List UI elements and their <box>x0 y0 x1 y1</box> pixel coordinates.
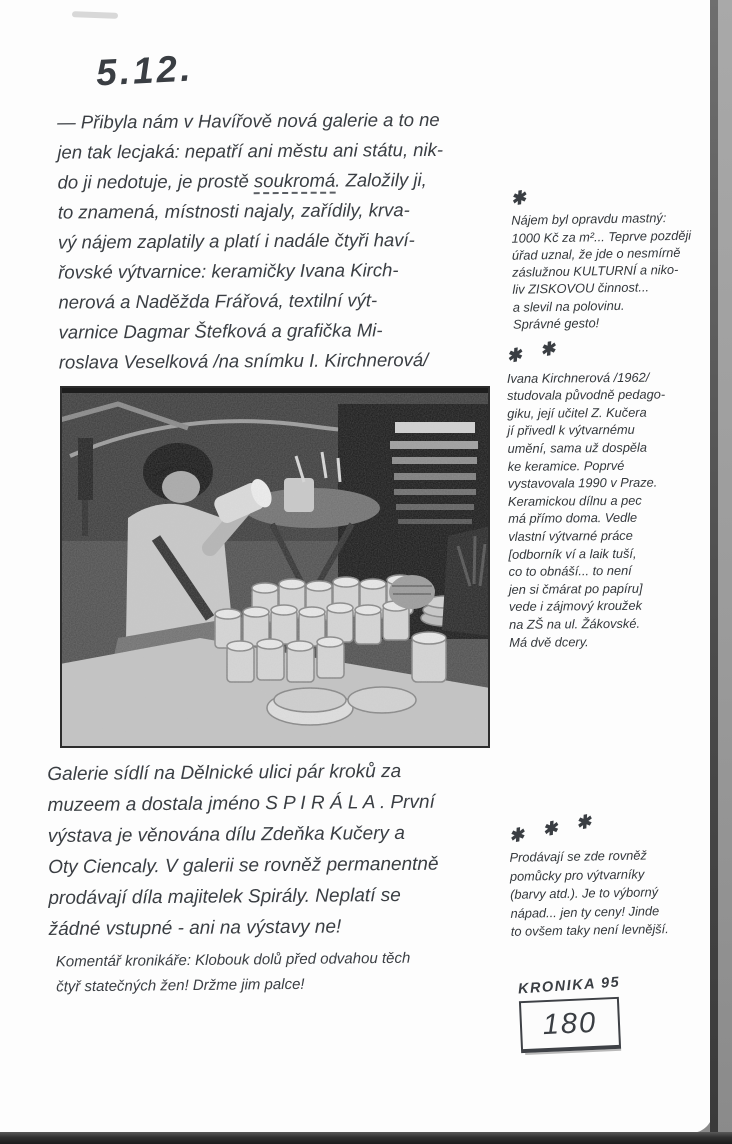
text-line: giku, její učitel Z. Kučera <box>507 404 647 421</box>
text-line: jen si čmárat po papíru] <box>508 580 643 597</box>
note-lines <box>511 209 715 334</box>
text-line: (barvy atd.). Je to výborný <box>510 884 659 903</box>
margin-note-kirchnerova-bio <box>504 336 718 651</box>
text-line: muzeem a dostala jméno S P I R Á L A . První <box>47 791 435 817</box>
text-line: Prodávají se zde rovněž <box>509 847 647 866</box>
text-line: čtyř statečných žen! Držme jim palce! <box>56 975 305 996</box>
double-asterisk-marker-icon: ✱ ✱ <box>504 336 564 367</box>
chronicle-series-label: KRONIKA 95 <box>517 974 621 998</box>
paragraph-lines <box>57 104 505 167</box>
text-line: úřad uznal, že jde o nesmírně <box>511 244 681 263</box>
text-line: žádné vstupné - ani na výstavy ne! <box>48 916 342 941</box>
text-line: liv ZISKOVOU činnost... <box>512 279 650 298</box>
chronicler-commentary <box>56 945 518 1000</box>
text-line: ke keramice. Poprvé <box>507 457 625 474</box>
text-line: pomůcky pro výtvarníky <box>509 866 645 884</box>
text-line: — Přibyla nám v Havířově nová galerie a to ne <box>57 108 440 133</box>
page-number-box <box>519 997 621 1053</box>
text-line: Galerie sídlí na Dělnické ulici pár kroků za <box>47 760 402 786</box>
date-heading: 5.12. <box>94 47 195 94</box>
margin-note-rent <box>508 185 715 333</box>
scan-smudge <box>72 11 118 19</box>
text-line: Nájem byl opravdu mastný: <box>511 210 667 229</box>
margin-note-art-supplies <box>507 809 725 941</box>
text-line: vý nájem zaplatily a platí i nadále čtyři haví- <box>57 229 415 253</box>
paragraph-lines <box>56 945 518 1000</box>
text-line: studovala původně pedago- <box>507 386 666 404</box>
text-line: nápad... jen ty ceny! Jinde <box>510 902 660 921</box>
main-paragraph-1 <box>57 104 507 377</box>
scan-bottom-edge-shadow <box>0 1132 732 1144</box>
text-line: má přímo doma. Vedle <box>508 510 638 527</box>
text-line: co to obnáší... to není <box>508 562 632 580</box>
text-line: výstava je věnována dílu Zdeňka Kučery a <box>47 822 405 848</box>
photo-image <box>60 386 490 748</box>
text-line: řovské výtvarnice: keramičky Ivana Kirch- <box>58 259 399 283</box>
text-line-underlined <box>57 164 505 197</box>
triple-asterisk-marker-icon: ✱ ✱ ✱ <box>507 809 600 847</box>
text-line: to ovšem taky není levnější. <box>510 921 669 939</box>
text-line: jen tak lecjaká: nepatří ani městu ani státu, nik- <box>57 138 444 163</box>
text-line: a slevil na polovinu. <box>512 297 625 315</box>
text-line: varnice Dagmar Štefková a grafička Mi- <box>58 319 383 343</box>
text-segment: do ji nedotuje, je prostě <box>57 170 255 193</box>
text-line: roslava Veselková /na snímku I. Kirchnerová/ <box>58 348 429 373</box>
scan-right-edge-shadow <box>710 0 718 1134</box>
text-line: vlastní výtvarné práce <box>508 527 633 544</box>
text-line: vede i zájmový kroužek <box>508 598 642 615</box>
text-line: Správné gesto! <box>512 315 600 332</box>
asterisk-marker-icon: ✱ <box>508 185 535 210</box>
text-line: [odborník ví a laik tuší, <box>508 545 637 562</box>
text-line: Oty Ciencaly. V galerii se rovněž permanentně <box>48 853 439 879</box>
text-line: nerová a Naděžda Frářová, textilní výt- <box>58 289 378 313</box>
photo-frame <box>60 386 490 748</box>
text-line: Keramickou dílnu a pec <box>507 492 642 509</box>
paragraph-lines <box>47 755 521 945</box>
text-line: Má dvě dcery. <box>509 633 589 650</box>
text-line: 1000 Kč za m²... Teprve později <box>511 227 692 246</box>
text-line: prodávají díla majitelek Spirály. Neplatí se <box>48 884 401 910</box>
page-number: 180 <box>542 1006 598 1041</box>
text-line: Komentář kronikáře: Klobouk dolů před odvahou těch <box>55 949 411 971</box>
text-line: záslužnou KULTURNÍ a niko- <box>512 262 679 280</box>
photo-grain-overlay <box>60 386 490 748</box>
text-line: umění, sama už dospěla <box>507 439 648 456</box>
main-paragraph-2 <box>47 755 521 945</box>
text-line: jí přivedl k výtvarnému <box>507 422 635 439</box>
underlined-word: soukromá <box>254 170 335 195</box>
text-segment: . Založily ji, <box>335 168 427 191</box>
text-line: na ZŠ na ul. Žákovské. <box>509 615 641 632</box>
text-line: Ivana Kirchnerová /1962/ <box>506 369 650 386</box>
note-lines <box>509 846 725 942</box>
text-line: vystavovala 1990 v Praze. <box>507 474 658 492</box>
text-line: to znamená, místnosti najaly, zařídily, krva- <box>57 199 410 223</box>
paragraph-lines <box>58 194 507 377</box>
note-lines <box>507 368 717 651</box>
